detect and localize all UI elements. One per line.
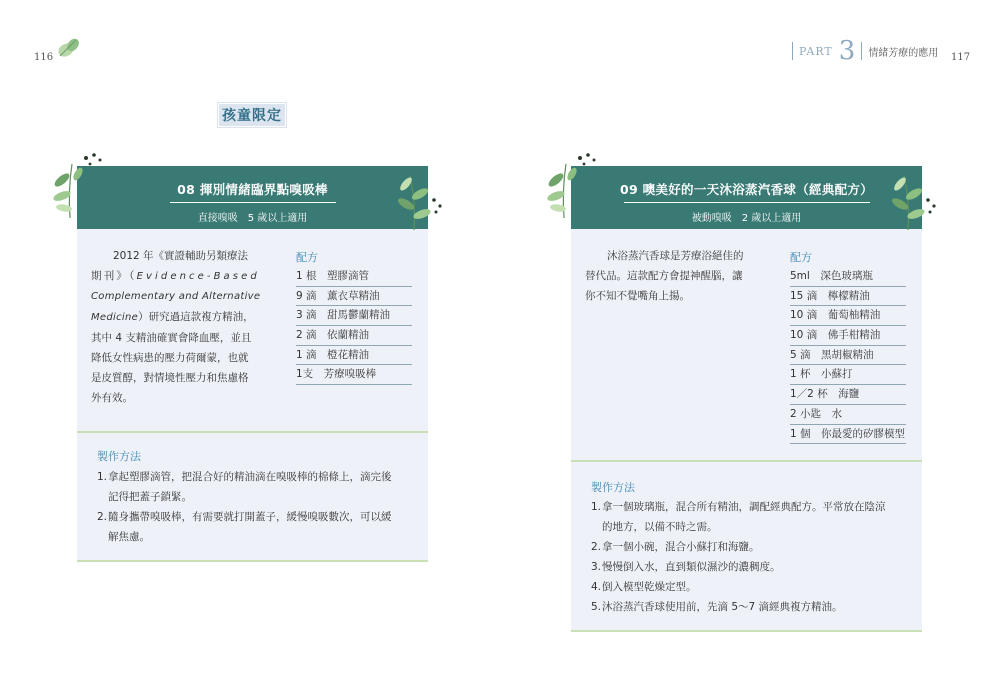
intro-text xyxy=(585,246,771,306)
formula-item: 10 滴 葡萄柚精油 xyxy=(790,306,906,326)
formula-list xyxy=(296,267,412,385)
method-step: 5.沐浴蒸汽香球使用前，先滴 5～7 滴經典複方精油。 xyxy=(591,601,843,613)
intro-line: 沐浴蒸汽香球是芳療浴絕佳的 xyxy=(607,250,744,262)
header-divider xyxy=(861,42,862,60)
formula-label: 配方 xyxy=(296,251,318,264)
intro-line: 其中 4 支精油確實會降血壓，並且 xyxy=(91,332,252,344)
formula-item: 9 滴 薰衣草精油 xyxy=(296,287,412,307)
formula-item: 5 滴 黑胡椒精油 xyxy=(790,346,906,366)
intro-line: 替代品。這款配方會提神醒腦，讓 xyxy=(585,270,743,282)
eucalyptus-sprig-icon xyxy=(50,150,110,220)
eucalyptus-sprig-icon xyxy=(544,150,604,220)
intro-english: Medicine xyxy=(91,312,139,323)
running-header xyxy=(792,38,938,64)
title-underline xyxy=(624,202,870,203)
header-divider xyxy=(792,42,793,60)
right-page-number: 117 xyxy=(951,52,971,63)
eucalyptus-leaf-icon xyxy=(56,36,82,60)
left-page-number: 116 xyxy=(34,52,54,63)
intro-english: Complementary and Alternative xyxy=(91,291,261,302)
card-title: 08 揮別情緒臨界點嗅吸棒 xyxy=(177,182,328,197)
title-underline xyxy=(170,202,336,203)
formula-item: 5ml 深色玻璃瓶 xyxy=(790,267,906,287)
part-number: 3 xyxy=(838,36,856,66)
eucalyptus-sprig-icon xyxy=(886,170,940,232)
formula-item: 2 小匙 水 xyxy=(790,405,906,425)
intro-line: 期刊》（Evidence-Based xyxy=(91,270,260,282)
formula-item: 2 滴 依蘭精油 xyxy=(296,326,412,346)
card-title: 09 噢美好的一天沐浴蒸汽香球（經典配方） xyxy=(619,182,874,197)
formula-item: 1 杯 小蘇打 xyxy=(790,365,906,385)
method-label: 製作方法 xyxy=(591,481,635,494)
method-steps xyxy=(591,497,911,617)
formula-label: 配方 xyxy=(790,251,812,264)
method-step: 1.拿起塑膠滴管，把混合好的精油滴在嗅吸棒的棉條上，滴完後 記得把蓋子鎖緊。 xyxy=(97,471,392,503)
intro-line: 是皮質醇，對情境性壓力和焦慮格 xyxy=(91,372,249,384)
children-only-tag: 孩童限定 xyxy=(218,103,286,127)
eucalyptus-sprig-icon xyxy=(392,170,446,232)
card-subtitle: 直接嗅吸 5 歲以上適用 xyxy=(197,213,308,224)
intro-line: 降低女性病患的壓力荷爾蒙，也就 xyxy=(91,352,249,364)
card-header xyxy=(77,166,428,229)
intro-english: Evidence-Based xyxy=(136,271,260,282)
formula-item: 1 個 你最愛的矽膠模型 xyxy=(790,425,906,445)
intro-text xyxy=(91,246,277,408)
method-steps xyxy=(97,467,417,547)
card-bottom-line xyxy=(77,560,428,562)
formula-item: 10 滴 佛手柑精油 xyxy=(790,326,906,346)
part-label: PART xyxy=(799,44,833,58)
formula-item: 1 滴 橙花精油 xyxy=(296,346,412,366)
intro-line: 2012 年《實證輔助另類療法 xyxy=(113,250,249,262)
method-step: 3.慢慢倒入水，直到類似濕沙的濃稠度。 xyxy=(591,561,781,573)
card-header xyxy=(571,166,922,229)
card-subtitle: 被動嗅吸 2 歲以上適用 xyxy=(691,213,802,224)
method-label: 製作方法 xyxy=(97,450,141,463)
intro-line: 外有效。 xyxy=(91,392,133,404)
intro-line: Medicine）研究過這款複方精油， xyxy=(91,311,254,323)
recipe-card-08 xyxy=(77,166,428,562)
formula-item: 3 滴 甜馬鬱蘭精油 xyxy=(296,306,412,326)
card-bottom-line xyxy=(571,630,922,632)
chapter-title: 情緒芳療的應用 xyxy=(868,47,939,59)
method-step: 4.倒入模型乾燥定型。 xyxy=(591,581,697,593)
recipe-card-09 xyxy=(571,166,922,632)
method-step: 2.拿一個小碗，混合小蘇打和海鹽。 xyxy=(591,541,760,553)
formula-item: 1 根 塑膠滴管 xyxy=(296,267,412,287)
intro-line: 你不知不覺嘴角上揚。 xyxy=(585,290,690,302)
formula-item: 1／2 杯 海鹽 xyxy=(790,385,906,405)
formula-list xyxy=(790,267,906,444)
formula-item: 1支 芳療嗅吸棒 xyxy=(296,365,412,385)
method-step: 2.隨身攜帶嗅吸棒，有需要就打開蓋子，緩慢嗅吸數次，可以緩 解焦慮。 xyxy=(97,511,392,543)
method-step: 1.拿一個玻璃瓶，混合所有精油，調配經典配方。平常放在陰涼 的地方，以備不時之需。 xyxy=(591,501,886,533)
formula-item: 15 滴 檸檬精油 xyxy=(790,287,906,307)
